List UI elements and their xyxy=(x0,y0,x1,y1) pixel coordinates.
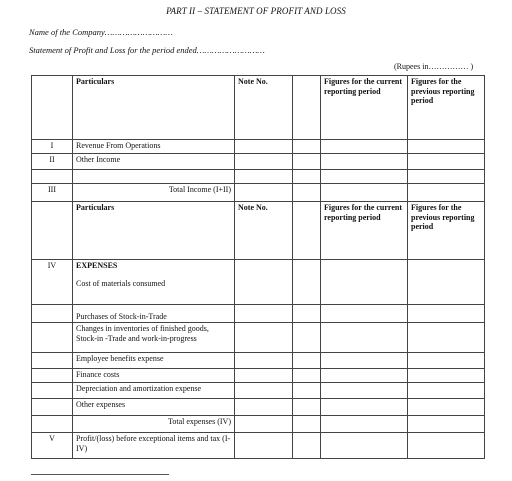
table-row xyxy=(32,154,485,170)
table-row xyxy=(32,184,485,202)
table-header-row xyxy=(32,202,485,260)
table-row xyxy=(32,170,485,184)
row-label: Revenue From Operations xyxy=(73,140,235,154)
row-label: Other Income xyxy=(73,154,235,170)
table-row xyxy=(32,323,485,353)
table-row xyxy=(32,140,485,154)
table-row xyxy=(32,433,485,459)
row-label: Depreciation and amortization expense xyxy=(73,383,235,399)
row-label: Other expenses xyxy=(73,399,235,416)
serial-cell: III xyxy=(32,184,73,202)
serial-cell: V xyxy=(32,433,73,459)
row-label: Finance costs xyxy=(73,369,235,383)
cost-materials-label: Cost of materials consumed xyxy=(76,278,166,288)
table-row xyxy=(32,260,485,305)
row-label: Total Income (I+II) xyxy=(73,184,235,202)
note-no-header: Note No. xyxy=(235,76,293,140)
blank-cell xyxy=(293,202,321,260)
table-row xyxy=(32,383,485,399)
table-row xyxy=(32,416,485,433)
serial-cell xyxy=(32,76,73,140)
particulars-header: Particulars xyxy=(73,202,235,260)
particulars-header: Particulars xyxy=(73,76,235,140)
row-label: Profit/(loss) before exceptional items and tax (I- IV) xyxy=(73,433,235,459)
table-row xyxy=(32,399,485,416)
row-label: Changes in inventories of finished goods, Stock-in -Trade and work-in-progress xyxy=(73,323,235,353)
row-label: Employee benefits expense xyxy=(73,353,235,369)
table-header-row xyxy=(32,76,485,140)
note-no-header: Note No. xyxy=(235,202,293,260)
table-row xyxy=(32,353,485,369)
profit-loss-table xyxy=(31,75,485,459)
table-row xyxy=(32,369,485,383)
serial-cell: IV xyxy=(32,260,73,305)
row-label: Total expenses (IV) xyxy=(73,416,235,433)
current-period-header: Figures for the current reporting period xyxy=(321,202,408,260)
previous-period-header: Figures for the previous reporting period xyxy=(408,202,485,260)
current-period-header: Figures for the current reporting period xyxy=(321,76,408,140)
serial-cell: II xyxy=(32,154,73,170)
footnote-rule xyxy=(31,474,169,475)
table-row xyxy=(32,305,485,323)
row-label: Purchases of Stock-in-Trade xyxy=(73,305,235,323)
rupees-unit-label: (Rupees in…………… ) xyxy=(394,62,474,71)
previous-period-header: Figures for the previous reporting period xyxy=(408,76,485,140)
serial-cell xyxy=(32,202,73,260)
expenses-heading: EXPENSES xyxy=(76,261,118,270)
period-line: Statement of Profit and Loss for the period ended……………………… xyxy=(29,45,265,55)
blank-cell xyxy=(293,76,321,140)
statement-title: PART II – STATEMENT OF PROFIT AND LOSS xyxy=(166,6,346,16)
company-name-line: Name of the Company……………………… xyxy=(29,27,173,37)
serial-cell: I xyxy=(32,140,73,154)
row-label xyxy=(73,260,235,305)
